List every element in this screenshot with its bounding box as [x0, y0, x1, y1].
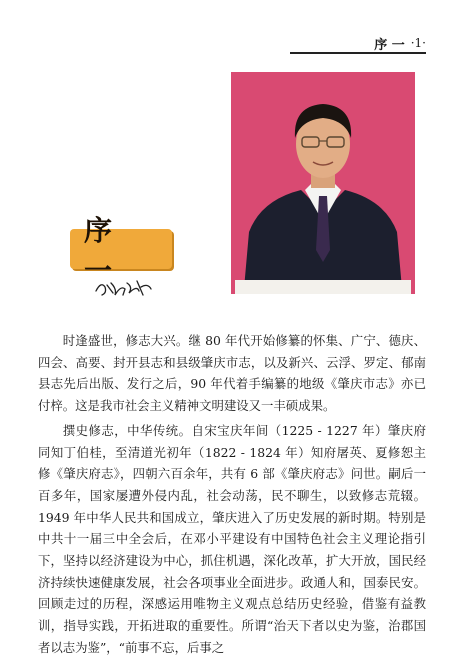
paragraph-2: 撰史修志，中华传统。自宋宝庆年间（1225 - 1227 年）肇庆府同知丁伯桂，至清道光初年（1822 - 1824 年）知府屠英、夏修恕主修《肇庆府志》，四朝六百余年，共有 6 部《肇庆府志》问世。嗣后一百多年，国家屡遭外侵内乱，社会动荡，民不聊生，以致修志荒辍。1949 年中华人民共和国成立，肇庆进入了历史发展的新时期。特别是中共十一届三中全会后，在邓小平建设有中国特色社会主义理论指引下，坚持以经济建设为中心，抓住机遇，深化改革，扩大开放，国民经济持续快速健康发展，社会各项事业全面进步。政通人和，国泰民安。回顾走过的历程，深感运用唯物主义观点总结历史经验，借鉴有益教训，指导实践，开拓进取的重要性。所谓“治天下者以史为鉴，治郡国者以志为鉴”，“前事不忘，后事之 [38, 422, 426, 655]
section-title: 序 一 [70, 229, 172, 269]
running-head-title: 序 一 [374, 37, 405, 53]
portrait-photo [231, 72, 415, 300]
signature-icon [93, 277, 153, 299]
page-number: ·1· [410, 36, 426, 50]
paragraph-1: 时逢盛世，修志大兴。继 80 年代开始修纂的怀集、广宁、德庆、四会、高要、封开县志和县级肇庆市志，以及新兴、云浮、罗定、郁南县志先后出版、发行之后，90 年代着手编纂的地级《肇庆市志》亦已付梓。这是我市社会主义精神文明建设又一丰硕成果。 [38, 333, 426, 414]
running-head [286, 33, 426, 53]
preface-body [38, 330, 426, 657]
header-rule [290, 52, 426, 54]
portrait-photo-icon [231, 72, 415, 300]
